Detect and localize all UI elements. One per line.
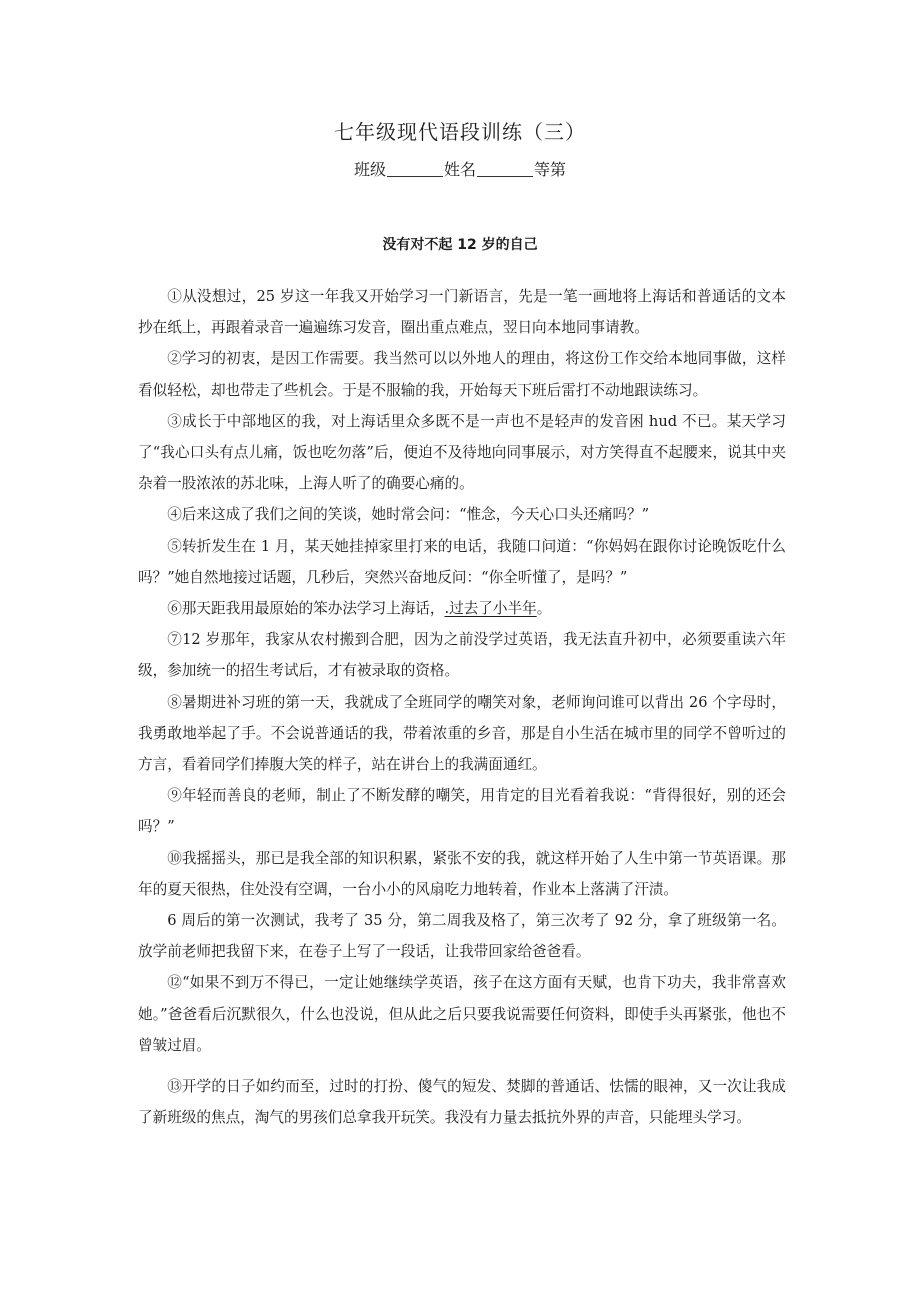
paragraph-9: ⑨年轻而善良的老师，制止了不断发酵的嘲笑，用肯定的目光看着我说：“背得很好，别的还会吗？” — [138, 787, 786, 836]
paragraph-13: ⑬开学的日子如约而至，过时的打扮、傻气的短发、焚脚的普通话、怯懦的眼神，又一次让我成了新班级的焦点，淘气的男孩们总拿我开玩笑。我没有力量去抵抗外界的声音，只能埋头学习。 — [138, 1078, 786, 1127]
article-title: 没有对不起 12 岁的自己 — [382, 237, 538, 253]
paragraph-2: ②学习的初衷，是因工作需要。我当然可以以外地人的理由，将这份工作交给本地同事做，这样看似轻松，却也带走了些机会。于是不服输的我，开始每天下班后雷打不动地跟读练习。 — [138, 350, 786, 399]
paragraph-4: ④后来这成了我们之间的笑谈，她时常会问：“惟念，今天心口头还痛吗？” — [167, 506, 650, 524]
paragraph-6-prefix: ⑥那天距我用最原始的笨办法学习上海话， — [167, 600, 445, 618]
student-info-line — [0, 157, 920, 180]
paragraph-10: ⑩我摇摇头，那已是我全部的知识积累，紧张不安的我，就这样开始了人生中第一节英语课。那年的夏天很热，住处没有空调，一台小小的风扇吃力地转着，作业本上落满了汗渍。 — [138, 849, 786, 898]
paragraph-12: ⑫“如果不到万不得已，一定让她继续学英语，孩子在这方面有天赋，也肯下功夫，我非常喜欢她。”爸爸看后沉默很久，什么也没说，但从此之后只要我说需要任何资料，即使手头再紧张，他也不曾皱过眉。 — [138, 974, 786, 1054]
paragraph-6 — [138, 593, 786, 624]
paragraph-6-suffix: 。 — [536, 600, 552, 618]
paragraph-1: ①从没想过，25 岁这一年我又开始学习一门新语言，先是一笔一画地将上海话和普通话的文本抄在纸上，再跟着录音一遍遍练习发音，圈出重点难点，翌日向本地同事请教。 — [138, 288, 786, 337]
paragraph-7: ⑦12 岁那年，我家从农村搬到合肥，因为之前没学过英语，我无法直升初中，必须要重读六年级，参加统一的招生考试后，才有被录取的资格。 — [138, 631, 786, 680]
article-body — [138, 281, 786, 1133]
class-label: 班级 — [353, 160, 386, 179]
grade-label: 等第 — [534, 160, 567, 179]
underlined-phrase: .过去了小半年 — [444, 600, 537, 618]
name-label: 姓名 — [443, 160, 476, 179]
paragraph-5: ⑤转折发生在 1 月，某天她挂掉家里打来的电话，我随口问道：“你妈妈在跟你讨论晚饭吃什么吗？”她自然地接过话题，几秒后，突然兴奋地反问：“你全听懂了，是吗？” — [138, 537, 786, 586]
paragraph-8: ⑧暑期进补习班的第一天，我就成了全班同学的嘲笑对象，老师询问谁可以背出 26 个字母时，我勇敢地举起了手。不会说普通话的我，带着浓重的乡音，那是自小生活在城市里的同学不曾听过的方言，看着同学们捧腹大笑的样子，站在讲台上的我满面通红。 — [138, 693, 786, 774]
class-blank[interactable] — [387, 176, 443, 177]
name-blank[interactable] — [477, 176, 533, 177]
paragraph-11: 6 周后的第一次测试，我考了 35 分，第二周我及格了，第三次考了 92 分，拿了班级第一名。放学前老师把我留下来，在卷子上写了一段话，让我带回家给爸爸看。 — [138, 912, 786, 961]
worksheet-title: 七年级现代语段训练（三） — [334, 120, 586, 144]
paragraph-3: ③成长于中部地区的我，对上海话里众多既不是一声也不是轻声的发音困 hud 不已。某天学习了“我心口头有点儿痛，饭也吃勿落”后，便迫不及待地向同事展示，对方笑得直不起腰来，说其中夹杂着一股浓浓的苏北味，上海人听了的确要心痛的。 — [138, 412, 786, 493]
